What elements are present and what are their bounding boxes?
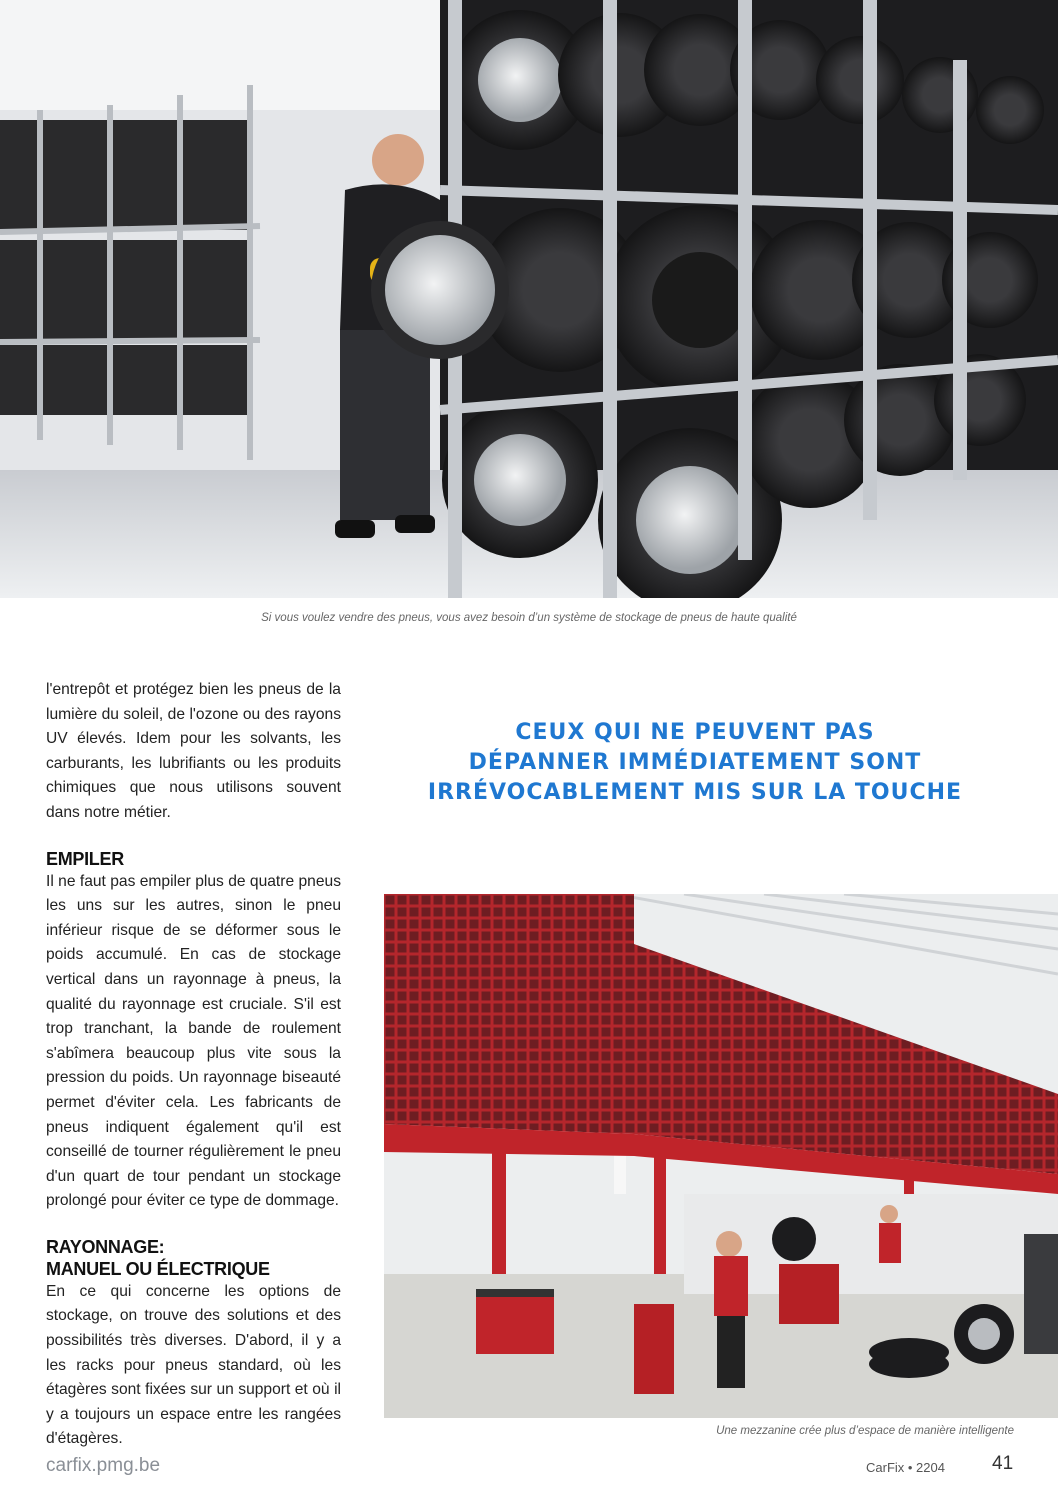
hero-photo-tyre-racks <box>0 0 1058 598</box>
hero-caption: Si vous voulez vendre des pneus, vous avez besoin d’un système de stockage de pneus de haute qualité <box>261 612 797 624</box>
mezzanine-caption: Une mezzanine crée plus d’espace de manière intelligente <box>716 1425 1014 1437</box>
rayonnage-heading-line2: MANUEL OU ÉLECTRIQUE <box>46 1258 270 1279</box>
page-number: 41 <box>992 1453 1014 1474</box>
rayonnage-heading <box>46 1236 341 1280</box>
empiler-heading: EMPILER <box>46 848 124 869</box>
pull-quote <box>400 718 990 808</box>
article-column <box>46 678 341 1452</box>
footer-website-link[interactable]: carfix.pmg.be <box>46 1455 161 1476</box>
pull-quote-line3: IRRÉVOCABLEMENT MIS SUR LA TOUCHE <box>427 780 963 805</box>
footer-magazine-issue: CarFix • 2204 <box>866 1460 945 1475</box>
empiler-paragraph: Il ne faut pas empiler plus de quatre pneus les uns sur les autres, sinon le pneu inférieur risque de se déformer sous le poids accumulé. En cas de stockage vertical dans un rayonnage à pneus, la qualité du rayonnage est cruciale. S'il est trop tranchant, la bande de roulement s'abîmera beaucoup plus vite sous la pression du poids. Un rayonnage biseauté permet d'éviter cela. Les fabricants de pneus indiquent également qu'il est conseillé de tourner régulièrement le pneu d'un quart de tour pendant un stockage prolongé pour éviter ce type de dommage. <box>46 872 341 1210</box>
mezzanine-photo <box>384 894 1058 1418</box>
mezzanine-illustration <box>384 894 1058 1418</box>
pull-quote-line1: CEUX QUI NE PEUVENT PAS <box>515 720 875 745</box>
rayonnage-heading-line1: RAYONNAGE: <box>46 1236 165 1257</box>
pull-quote-line2: DÉPANNER IMMÉDIATEMENT SONT <box>468 750 922 775</box>
rayonnage-paragraph: En ce qui concerne les options de stockage, on trouve des solutions et des possibilités très diverses. D'abord, il y a les racks pour pneus standard, où les étagères sont fixées sur un support et où il y a toujours un espace entre les rangées d'étagères. <box>46 1282 341 1448</box>
hero-illustration <box>0 0 1058 598</box>
intro-paragraph: l'entrepôt et protégez bien les pneus de la lumière du soleil, de l'ozone ou des rayons UV élevés. Idem pour les solvants, les carburants, les lubrifiants ou les produits chimiques que nous utilisons souvent dans notre métier. <box>46 681 341 821</box>
